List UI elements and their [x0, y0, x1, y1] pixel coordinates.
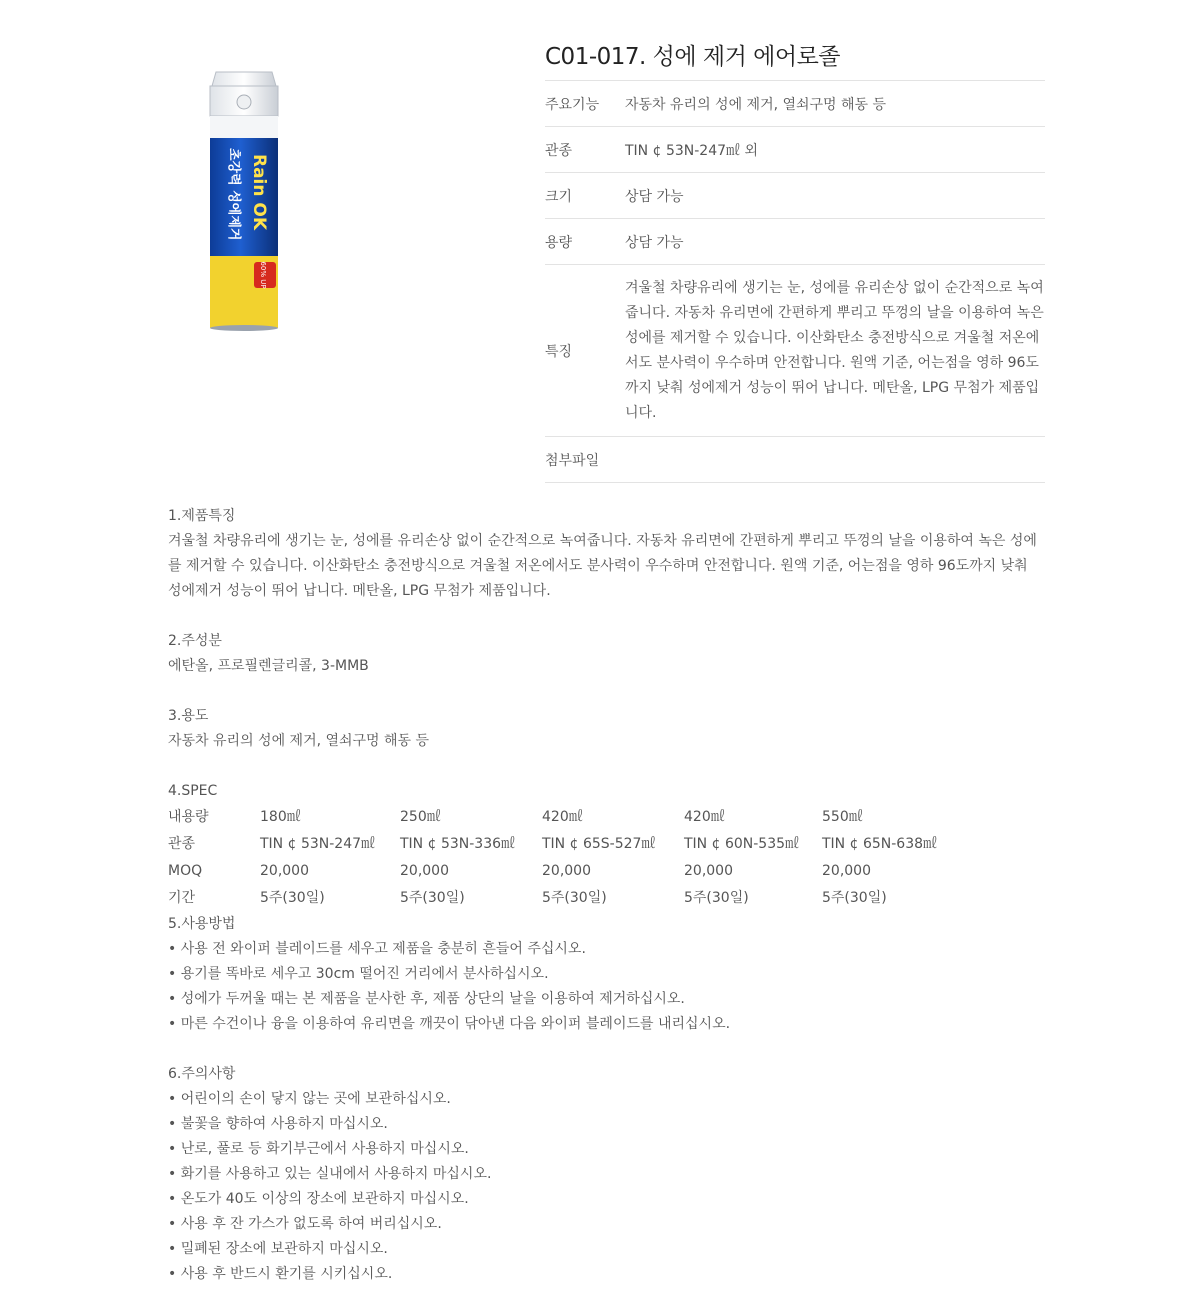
product-name-text: 초강력 성에제거 [226, 148, 241, 241]
spec-cell: 180㎖ [260, 809, 301, 825]
product-title: C01-017. 성에 제거 에어로졸 [545, 44, 841, 70]
spec-cell: 550㎖ [822, 809, 863, 825]
info-value: 자동차 유리의 성에 제거, 열쇠구멍 해동 등 [625, 81, 1045, 127]
usage-text: 자동차 유리의 성에 제거, 열쇠구멍 해동 등 [168, 733, 430, 749]
info-row-features [545, 265, 1045, 437]
badge-text: 60% UP [259, 261, 267, 289]
howto-heading: 5.사용방법 [168, 916, 236, 932]
caution-item: • 어린이의 손이 닿지 않는 곳에 보관하십시오. [168, 1091, 451, 1107]
spec-cell: 20,000 [260, 863, 309, 879]
spray-can-image [208, 66, 280, 332]
caution-item: • 사용 후 잔 가스가 없도록 하여 버리십시오. [168, 1216, 442, 1232]
spec-cell: TIN ¢ 60N-535㎖ [684, 836, 800, 852]
spec-label: 기간 [168, 890, 196, 906]
spec-cell: TIN ¢ 65S-527㎖ [542, 836, 656, 852]
spec-cell: 20,000 [822, 863, 871, 879]
spec-table [168, 804, 937, 912]
spec-cell: 5주(30일) [684, 890, 749, 906]
spec-row-volume [168, 804, 937, 831]
info-row-attachment [545, 437, 1045, 483]
cautions-heading: 6.주의사항 [168, 1066, 236, 1082]
info-label: 첨부파일 [545, 437, 625, 483]
caution-item: • 화기를 사용하고 있는 실내에서 사용하지 마십시오. [168, 1166, 492, 1182]
product-description [168, 504, 1044, 1287]
spec-cell: TIN ¢ 53N-247㎖ [260, 836, 376, 852]
features-heading: 1.제품특징 [168, 508, 236, 524]
caution-item: • 온도가 40도 이상의 장소에 보관하지 마십시오. [168, 1191, 469, 1207]
info-label: 주요기능 [545, 81, 625, 127]
spec-cell: 20,000 [400, 863, 449, 879]
caution-item: • 불꽃을 향하여 사용하지 마십시오. [168, 1116, 388, 1132]
howto-item: • 성에가 두꺼울 때는 본 제품을 분사한 후, 제품 상단의 날을 이용하여 제거하십시오. [168, 991, 685, 1007]
caution-item: • 밀폐된 장소에 보관하지 마십시오. [168, 1241, 388, 1257]
spec-cell: 5주(30일) [822, 890, 887, 906]
info-row-can-type [545, 127, 1045, 173]
spec-cell: TIN ¢ 65N-638㎖ [822, 836, 938, 852]
spec-cell: 20,000 [684, 863, 733, 879]
howto-item: • 사용 전 와이퍼 블레이드를 세우고 제품을 충분히 흔들어 주십시오. [168, 941, 586, 957]
info-value: 겨울철 차량유리에 생기는 눈, 성에를 유리손상 없이 순간적으로 녹여줍니다. 자동차 유리면에 간편하게 뿌리고 뚜껑의 날을 이용하여 녹은 성에를 제거할 수 있습니다. 이산화탄소 충전방식으로 겨울철 저온에서도 분사력이 우수하며 안전합니다. 원액 기준, 어는점을 영하 96도까지 낮춰 성에제거 성능이 뛰어 납니다. 메탄올, LPG 무첨가 제품입니다. [625, 265, 1045, 437]
spec-cell: 5주(30일) [542, 890, 607, 906]
info-label: 용량 [545, 219, 625, 265]
spec-row-can-type [168, 831, 937, 858]
spec-row-moq [168, 858, 937, 885]
spec-cell: 420㎖ [684, 809, 725, 825]
info-row-size [545, 173, 1045, 219]
spec-cell: 5주(30일) [400, 890, 465, 906]
info-label: 특징 [545, 265, 625, 437]
caution-item: • 난로, 풀로 등 화기부근에서 사용하지 마십시오. [168, 1141, 469, 1157]
info-row-capacity [545, 219, 1045, 265]
ingredients-text: 에탄올, 프로필렌글리콜, 3-MMB [168, 658, 369, 674]
spec-cell: 420㎖ [542, 809, 583, 825]
info-value: TIN ¢ 53N-247㎖ 외 [625, 127, 1045, 173]
spec-cell: 5주(30일) [260, 890, 325, 906]
spec-cell: 20,000 [542, 863, 591, 879]
ingredients-heading: 2.주성분 [168, 633, 222, 649]
features-text: 겨울철 차량유리에 생기는 눈, 성에를 유리손상 없이 순간적으로 녹여줍니다. 자동차 유리면에 간편하게 뿌리고 뚜껑의 날을 이용하여 녹은 성에를 제거할 수 있습니다. 이산화탄소 충전방식으로 겨울철 저온에서도 분사력이 우수하며 안전합니다. 원액 기준, 어는점을 영하 96도까지 낮춰 성에제거 성능이 뛰어 납니다. 메탄올, LPG 무첨가 제품입니다. [168, 533, 1037, 599]
info-label: 관종 [545, 127, 625, 173]
spec-label: MOQ [168, 863, 203, 879]
spec-cell: TIN ¢ 53N-336㎖ [400, 836, 516, 852]
product-info-table [545, 80, 1045, 483]
spec-heading: 4.SPEC [168, 783, 218, 799]
attachment-link[interactable] [625, 437, 1045, 483]
spec-label: 내용량 [168, 809, 209, 825]
spec-cell: 250㎖ [400, 809, 441, 825]
info-row-function [545, 81, 1045, 127]
info-value: 상담 가능 [625, 219, 1045, 265]
usage-heading: 3.용도 [168, 708, 209, 724]
info-label: 크기 [545, 173, 625, 219]
info-value: 상담 가능 [625, 173, 1045, 219]
howto-item: • 용기를 똑바로 세우고 30cm 떨어진 거리에서 분사하십시오. [168, 966, 549, 982]
brand-text: Rain OK [249, 154, 269, 231]
howto-item: • 마른 수건이나 융을 이용하여 유리면을 깨끗이 닦아낸 다음 와이퍼 블레이드를 내리십시오. [168, 1016, 731, 1032]
caution-item: • 사용 후 반드시 환기를 시키십시오. [168, 1266, 393, 1282]
spec-row-lead-time [168, 885, 937, 912]
spec-label: 관종 [168, 836, 196, 852]
